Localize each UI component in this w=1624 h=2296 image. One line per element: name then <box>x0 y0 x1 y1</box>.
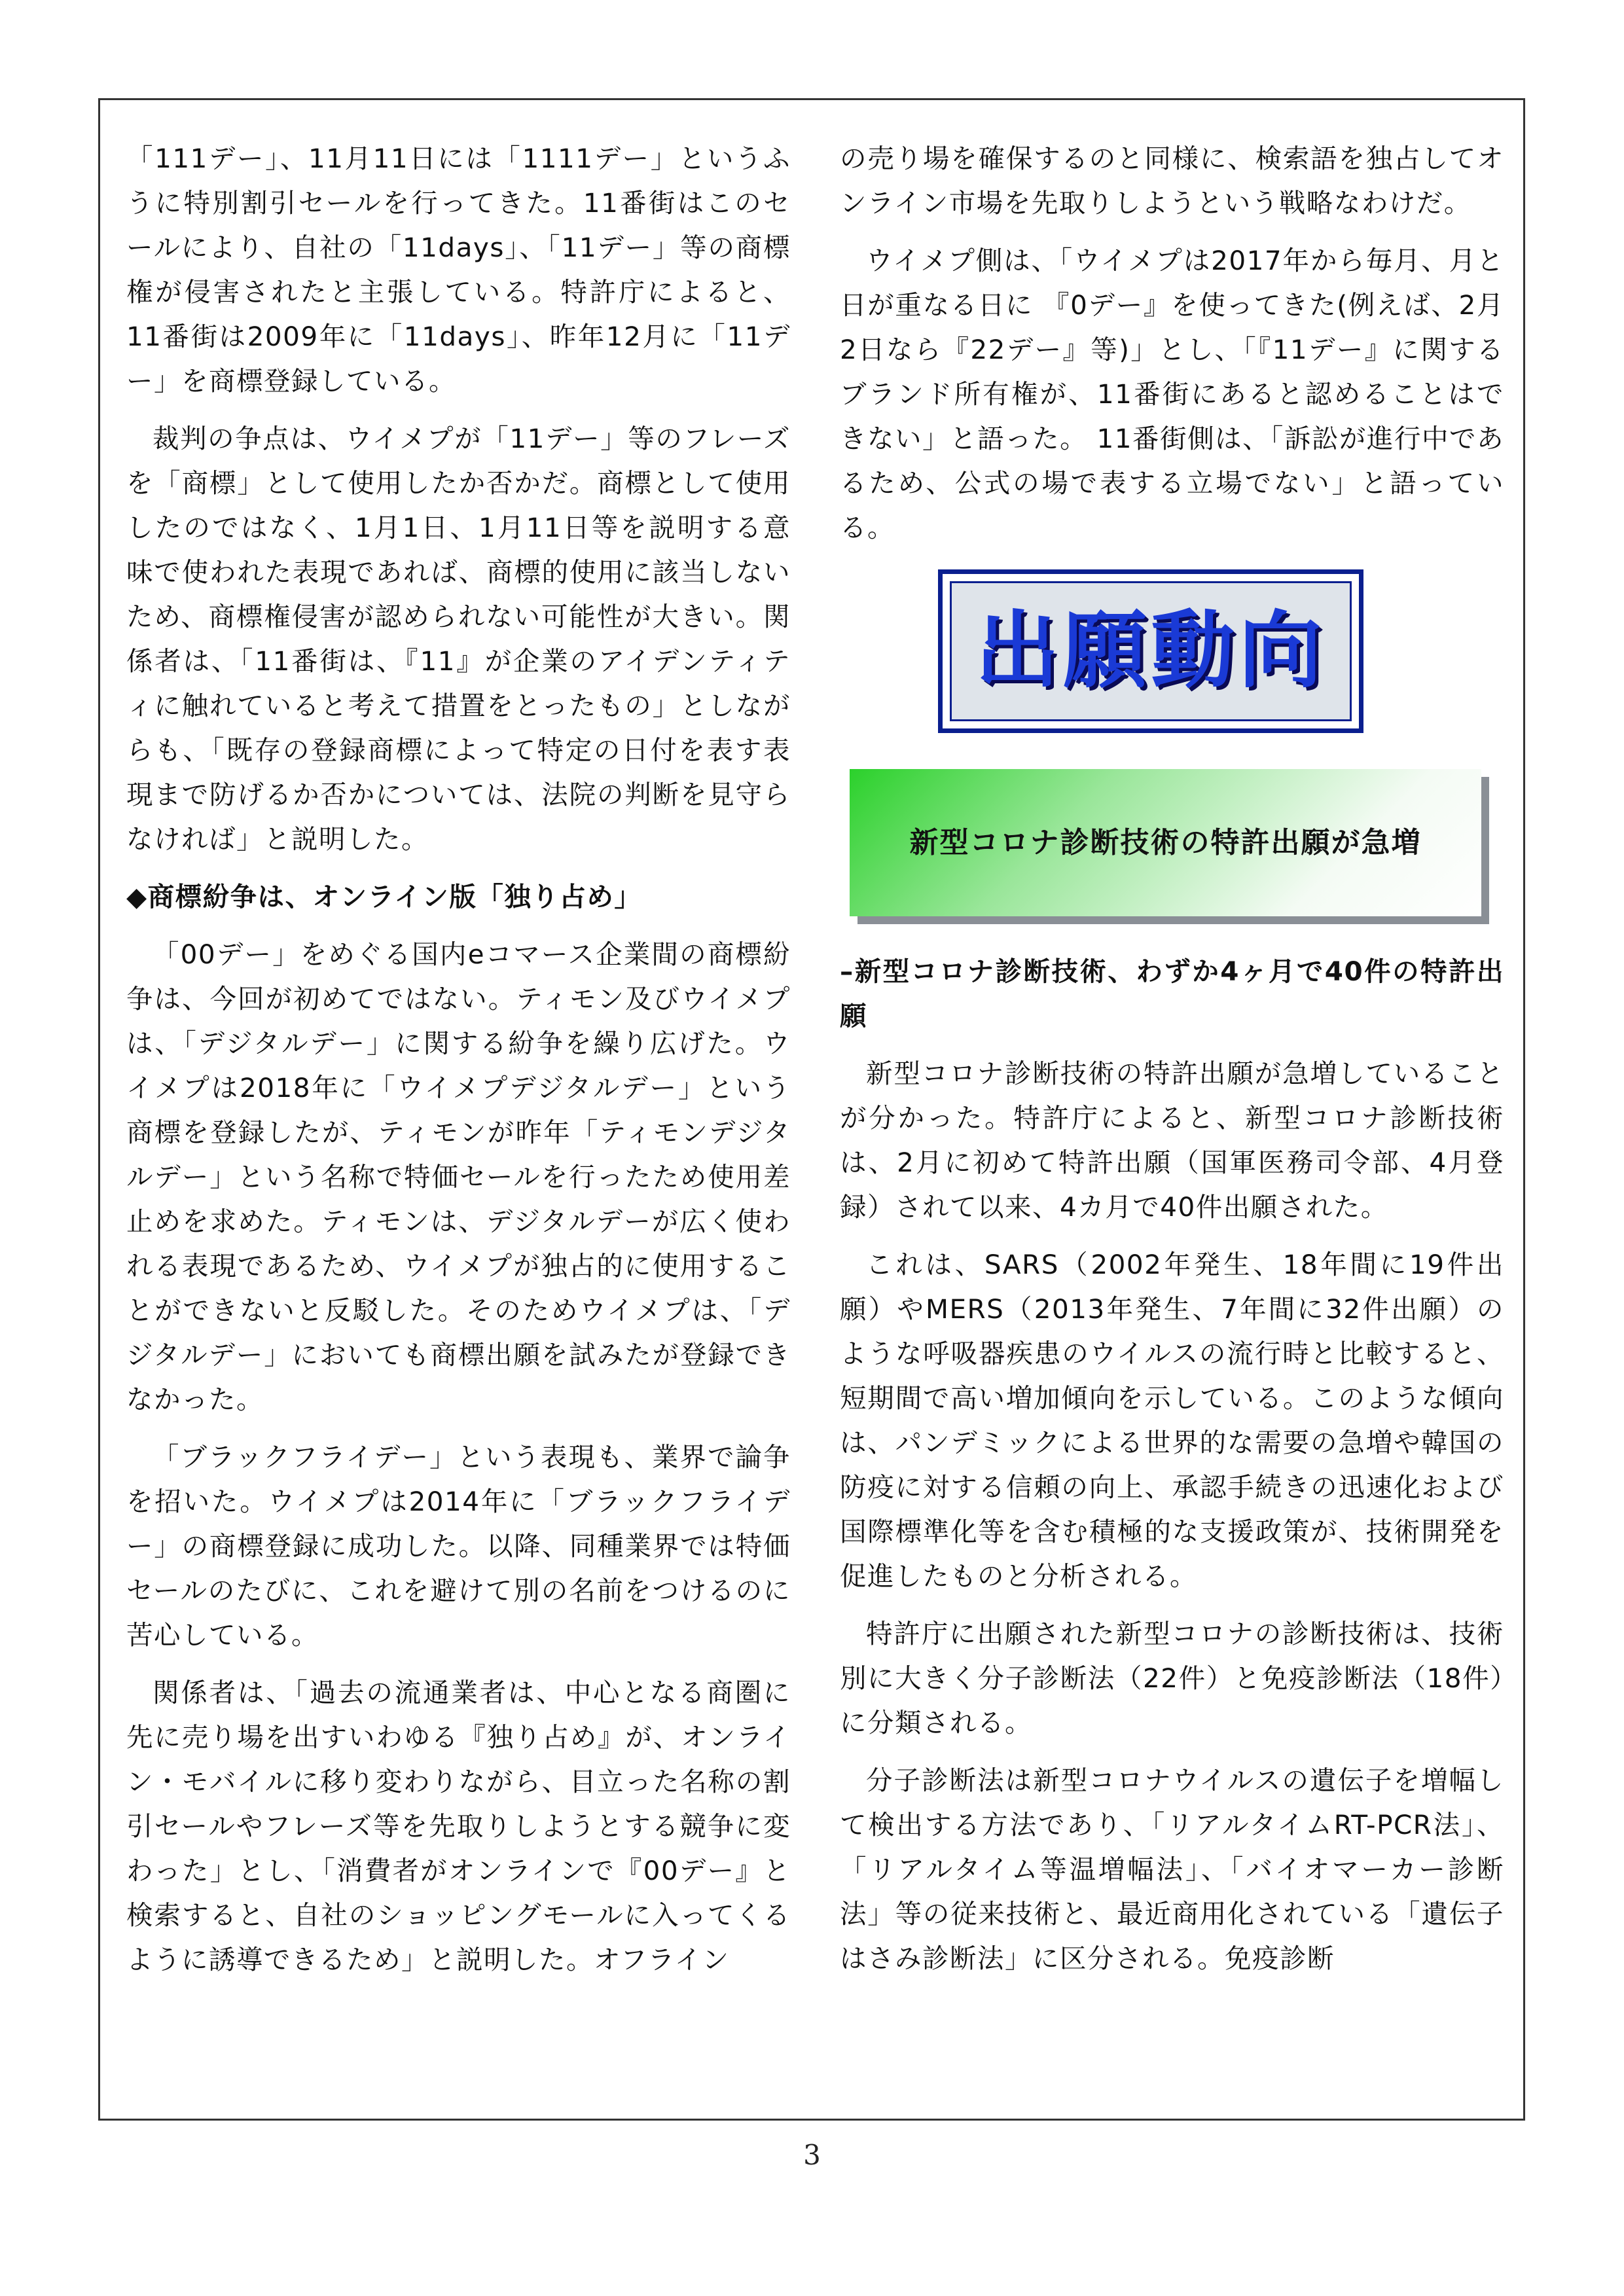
right-column <box>840 136 1504 1994</box>
article-title-box-wrap <box>840 769 1504 936</box>
application-trends-banner <box>938 569 1363 733</box>
article-subheading: –新型コロナ診断技術、わずか4ヶ月で40件の特許出願 <box>840 956 1504 1031</box>
article-title-box <box>850 769 1481 916</box>
banner-inner <box>950 581 1352 721</box>
right-paragraph-1: の売り場を確保するのと同様に、検索語を独占してオンライン市場を先取りしようという戦略なわけだ。 <box>840 143 1504 219</box>
left-paragraph-5: 関係者は、「過去の流通業者は、中心となる商圏に先に売り場を出すいわゆる『独り占め』が、オンライン・モバイルに移り変わりながら、目立った名称の割引セールやフレーズ等を先取りしようとする競争に変わった」とし、「消費者がオンラインで『00デー』と検索すると、自社のショッピングモールに入ってくるように誘導できるため」と説明した。オフライン <box>126 1677 791 1975</box>
page-number: 3 <box>803 2139 821 2171</box>
right-paragraph-6: 分子診断法は新型コロナウイルスの遺伝子を増幅して検出する方法であり、「リアルタイムRT-PCR法」、「リアルタイム等温増幅法」、「バイオマーカー診断法」等の従来技術と、最近商用化されている「遺伝子はさみ診断法」に区分される。免疫診断 <box>840 1765 1504 1974</box>
banner-title: 出願動向 <box>975 602 1326 700</box>
section-heading: ◆商標紛争は、オンライン版「独り占め」 <box>126 881 642 912</box>
right-paragraph-5: 特許庁に出願された新型コロナの診断技術は、技術別に大きく分子診断法（22件）と免疫診断法（18件）に分類される。 <box>840 1618 1504 1738</box>
right-paragraph-3: 新型コロナ診断技術の特許出願が急増していることが分かった。特許庁によると、新型コロナ診断技術は、2月に初めて特許出願（国軍医務司令部、4月登録）されて以来、4カ月で40件出願された。 <box>840 1058 1504 1223</box>
right-paragraph-4: これは、SARS（2002年発生、18年間に19件出願）やMERS（2013年発生、7年間に32件出願）のような呼吸器疾患のウイルスの流行時と比較すると、短期間で高い増加傾向を示している。このような傾向は、パンデミックによる世界的な需要の急増や韓国の防疫に対する信頼の向上、承認手続きの迅速化および国際標準化等を含む積極的な支援政策が、技術開発を促進したものと分析される。 <box>840 1249 1504 1592</box>
page-frame <box>98 98 1525 2121</box>
article-title: 新型コロナ診断技術の特許出願が急増 <box>909 825 1422 859</box>
left-column <box>126 136 791 1995</box>
left-paragraph-2: 裁判の争点は、ウイメプが「11デー」等のフレーズを「商標」として使用したか否かだ。商標として使用したのではなく、1月1日、1月11日等を説明する意味で使われた表現であれば、商標的使用に該当しないため、商標権侵害が認められない可能性が大きい。関係者は、「11番街は、『11』が企業のアイデンティティに触れていると考えて措置をとったもの」としながらも、「既存の登録商標によって特定の日付を表す表現まで防げるか否かについては、法院の判断を見守らなければ」と説明した。 <box>126 423 791 855</box>
left-paragraph-1: 「111デー」、11月11日には「1111デー」というふうに特別割引セールを行ってきた。11番街はこのセールにより、自社の「11days」、「11デー」等の商標権が侵害されたと主張している。特許庁によると、11番街は2009年に「11days」、昨年12月に「11デー」を商標登録している。 <box>126 143 791 397</box>
left-paragraph-3: 「00デー」をめぐる国内eコマース企業間の商標紛争は、今回が初めてではない。ティモン及びウイメプは、「デジタルデー」に関する紛争を繰り広げた。ウイメプは2018年に「ウイメプデジタルデー」という商標を登録したが、ティモンが昨年「ティモンデジタルデー」という名称で特価セールを行ったため使用差止めを求めた。ティモンは、デジタルデーが広く使われる表現であるため、ウイメプが独占的に使用することができないと反駁した。そのためウイメプは、「デジタルデー」においても商標出願を試みたが登録できなかった。 <box>126 939 791 1415</box>
banner-wrap <box>840 569 1504 756</box>
left-paragraph-4: 「ブラックフライデー」という表現も、業界で論争を招いた。ウイメプは2014年に「ブラックフライデー」の商標登録に成功した。以降、同種業界では特価セールのたびに、これを避けて別の名前をつけるのに苦心している。 <box>126 1441 791 1651</box>
right-paragraph-2: ウイメプ側は、「ウイメプは2017年から毎月、月と日が重なる日に 『0デー』を使ってきた(例えば、2月2日なら『22デー』等)」とし、「『11デー』に関するブランド所有権が、11番街にあると認めることはできない」と語った。 11番街側は、「訴訟が進行中であるため、公式の場で表する立場でない」と語っている。 <box>840 245 1504 543</box>
